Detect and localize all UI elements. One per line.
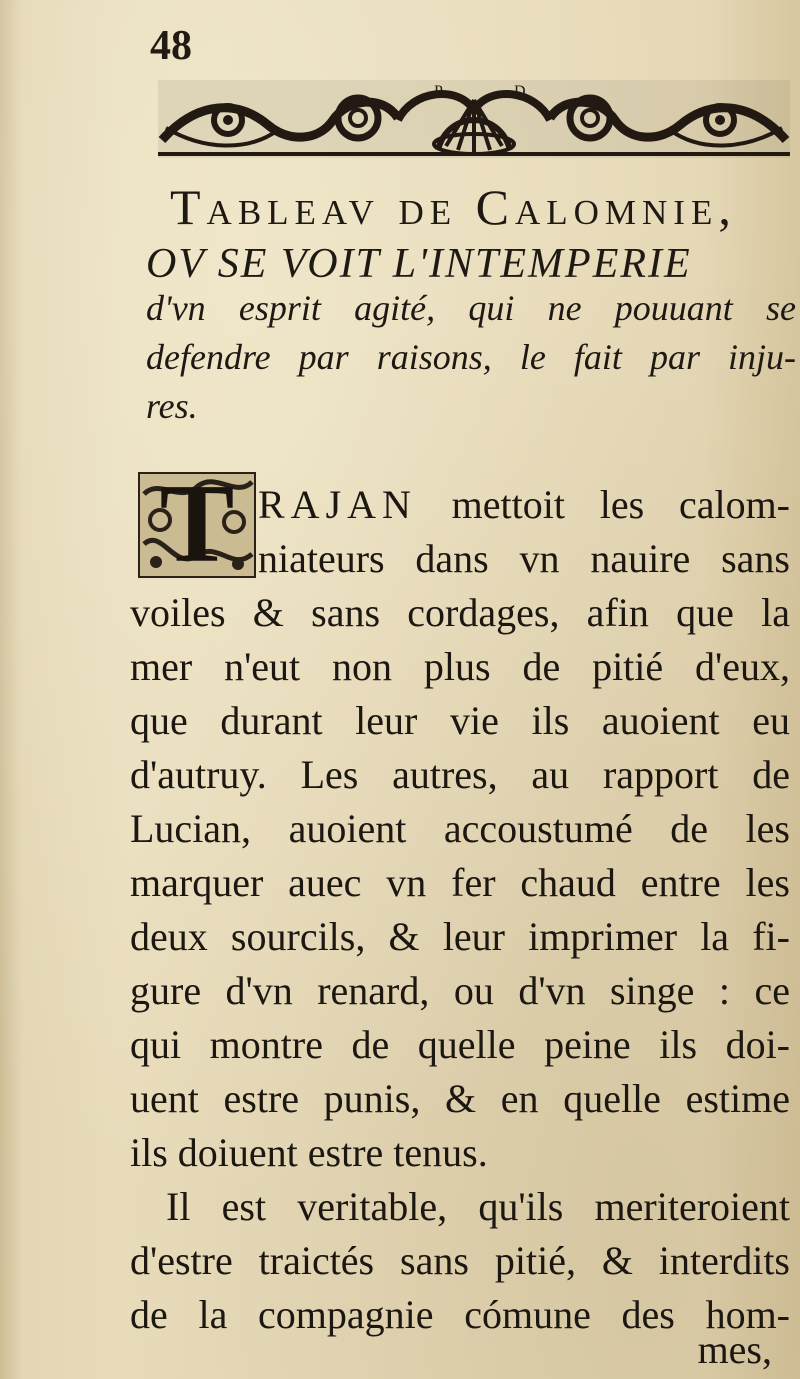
body-line: gure d'vn renard, ou d'vn singe : ce xyxy=(130,968,790,1013)
description-line: res. xyxy=(146,386,198,426)
description-line: d'vn esprit agité, qui ne pouuant se xyxy=(146,288,796,328)
chapter-title: Tableav de Calomnie, xyxy=(170,179,737,235)
ornamental-headpiece xyxy=(158,80,790,158)
body-line xyxy=(258,478,790,532)
body-line: Lucian, auoient accoustumé de les xyxy=(130,806,790,851)
body-line: de la compagnie cómune des hom- xyxy=(130,1292,790,1337)
chapter-subtitle: OV SE VOIT L'INTEMPERIE xyxy=(146,241,692,287)
body-line: deux sourcils, & leur imprimer la fi- xyxy=(130,914,790,959)
body-line: marquer auec vn fer chaud entre les xyxy=(130,860,790,905)
body-line-text: mettoit les calom- xyxy=(451,482,791,527)
page-number: 48 xyxy=(150,23,192,69)
ornament-letter-p: P xyxy=(434,83,443,100)
description-line: defendre par raisons, le fait par inju- xyxy=(146,337,796,377)
body-line: voiles & sans cordages, afin que la xyxy=(130,590,790,635)
body-line: mer n'eut non plus de pitié d'eux, xyxy=(130,644,790,689)
body-line: qui montre de quelle peine ils doi- xyxy=(130,1022,790,1067)
body-line: ils doiuent estre tenus. xyxy=(130,1130,488,1175)
body-line: Il est veritable, qu'ils meriteroient xyxy=(166,1184,790,1229)
body-line: d'autruy. Les autres, au rapport de xyxy=(130,752,790,797)
body-line: d'estre traictés sans pitié, & interdits xyxy=(130,1238,790,1283)
ornament-letter-d: D xyxy=(514,83,526,100)
body-text xyxy=(130,478,790,1342)
first-word: RAJAN xyxy=(258,482,417,527)
chapter-description xyxy=(146,284,796,431)
catchword: mes, xyxy=(697,1327,772,1372)
body-line: que durant leur vie ils auoient eu xyxy=(130,698,790,743)
initial-letter: T xyxy=(159,472,235,578)
body-line: niateurs dans vn nauire sans xyxy=(258,536,790,581)
body-line: uent estre punis, & en quelle estime xyxy=(130,1076,790,1121)
